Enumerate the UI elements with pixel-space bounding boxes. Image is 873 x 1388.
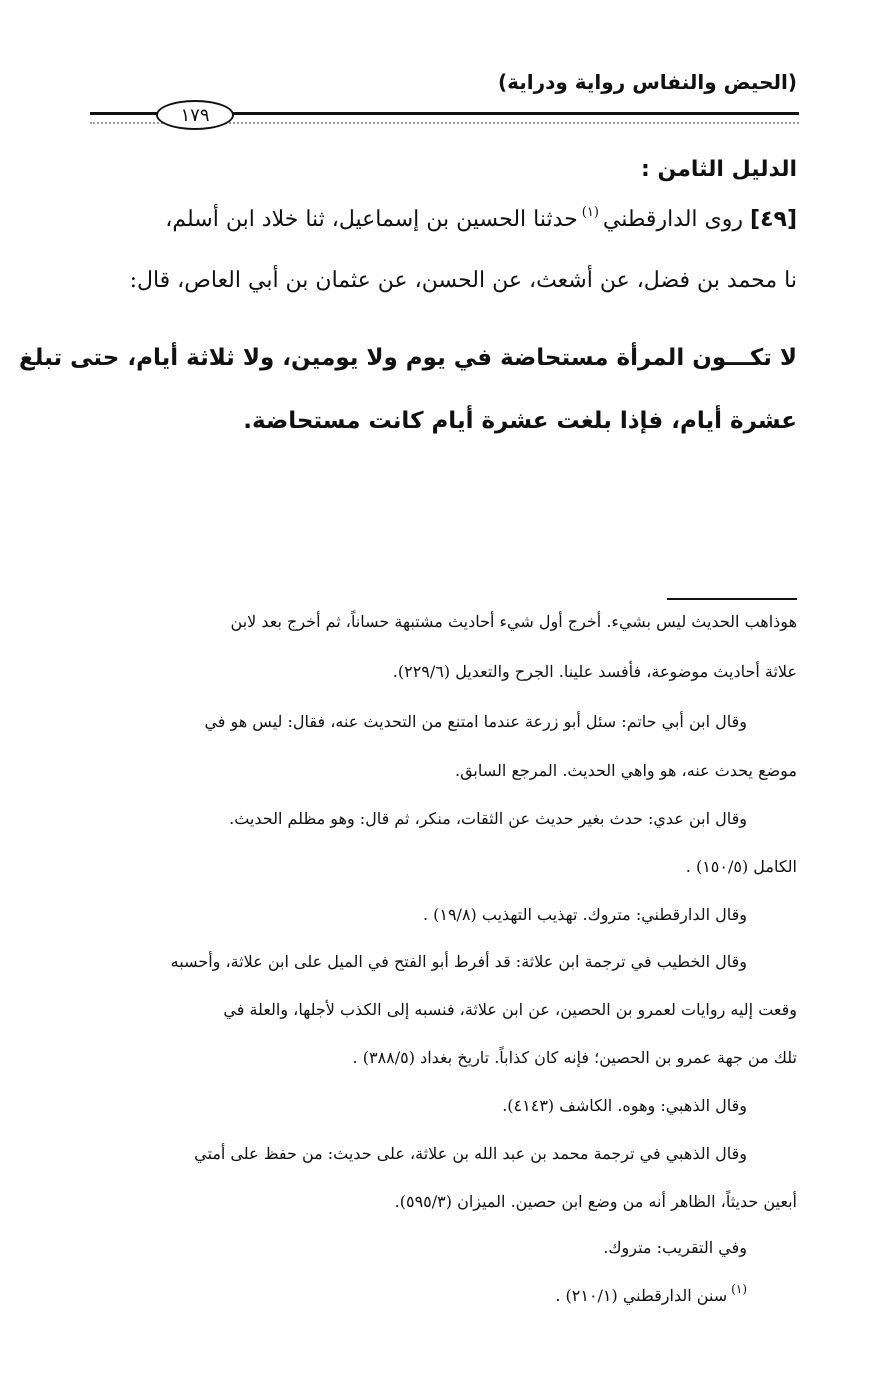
source-footnote-marker: (١): [731, 1282, 747, 1296]
source-citation: [555, 1282, 747, 1305]
page-number: ١٧٩: [180, 104, 210, 126]
footnote-line: علاثة أحاديث موضوعة، فأفسد علينا. الجرح والتعديل (٢٢٩/٦).: [392, 662, 797, 681]
page-number-badge: [156, 100, 234, 130]
footnote-line: تلك من جهة عمرو بن الحصين؛ فإنه كان كذاباً. تاريخ بغداد (٣٨٨/٥) .: [352, 1048, 797, 1067]
footnote-line: موضع يحدث عنه، هو واهي الحديث. المرجع السابق.: [455, 761, 797, 780]
footnote-separator: [667, 598, 797, 600]
hadith-text-line-2: عشرة أيام، فإذا بلغت عشرة أيام كانت مستحاضة.: [243, 408, 797, 434]
footnote-line: وقعت إليه روايات لعمرو بن الحصين، عن ابن علاثة، فنسبه إلى الكذب لأجلها، والعلة في: [223, 1000, 797, 1019]
footnote-line: وقال الخطيب في ترجمة ابن علاثة: قد أفرط أبو الفتح في الميل على ابن علاثة، وأحسبه: [170, 952, 747, 971]
running-head-title: (الحيض والنفاس رواية ودراية): [497, 70, 797, 94]
footnote-line: وقال ابن أبي حاتم: سئل أبو زرعة عندما امتنع من التحديث عنه، فقال: ليس هو في: [204, 712, 747, 731]
footnote-reference[interactable]: (١): [581, 205, 599, 220]
isnad-line-1-rest: حدثنا الحسين بن إسماعيل، ثنا خلاد ابن أسلم،: [165, 207, 578, 232]
footnote-line: أبعين حديثاً، الظاهر أنه من وضع ابن حصين. الميزان (٥٩٥/٣).: [394, 1192, 797, 1211]
footnote-line: وفي التقريب: متروك.: [603, 1238, 747, 1257]
isnad-line-1-intro: روى الدارقطني: [602, 207, 744, 232]
footnote-line: وقال ابن عدي: حدث بغير حديث عن الثقات، منكر، ثم قال: وهو مظلم الحديث.: [229, 809, 747, 828]
hadith-text-line-1: لا تكـــون المرأة مستحاضة في يوم ولا يومين، ولا ثلاثة أيام، حتى تبلغ: [19, 345, 797, 371]
hadith-number: [٤٩]: [750, 207, 797, 232]
isnad-line-2: نا محمد بن فضل، عن أشعث، عن الحسن، عن عثمان بن أبي العاص، قال:: [129, 268, 797, 293]
footnote-line: وقال الذهبي: وهوه. الكاشف (٤١٤٣).: [502, 1096, 747, 1115]
footnote-line: وقال الذهبي في ترجمة محمد بن عبد الله بن علاثة، على حديث: من حفظ على أمتي: [194, 1144, 747, 1163]
source-citation-text: سنن الدارقطني (٢١٠/١) .: [555, 1286, 728, 1305]
footnote-line: الكامل (١٥٠/٥) .: [685, 857, 797, 876]
isnad-line-1: [165, 205, 797, 232]
section-heading: الدليل الثامن :: [641, 157, 797, 182]
footnote-line: هوذاهب الحديث ليس بشيء. أخرج أول شيء أحاديث مشتبهة حساناً، ثم أخرج بعد لابن: [230, 612, 797, 631]
footnote-line: وقال الدارقطني: متروك. تهذيب التهذيب (١٩/٨) .: [422, 905, 747, 924]
